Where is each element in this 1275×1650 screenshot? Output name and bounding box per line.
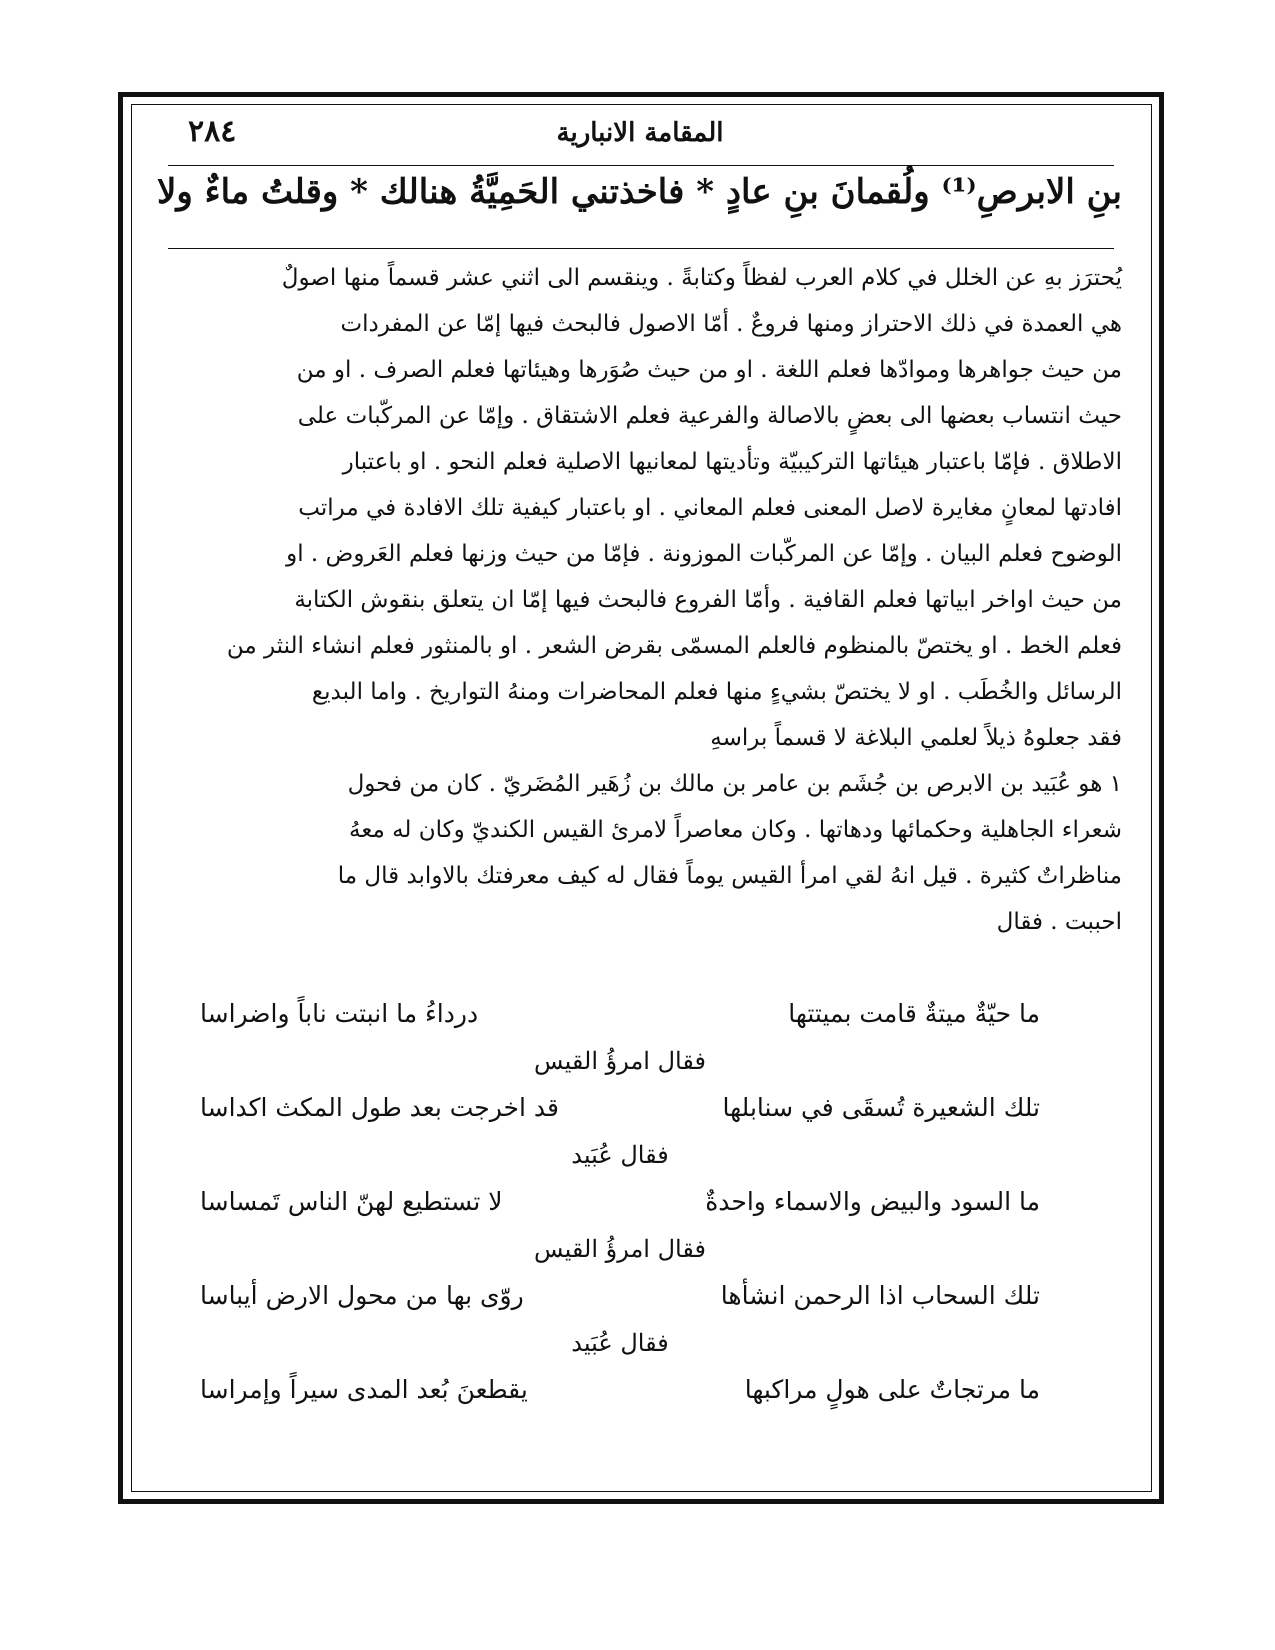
poem-couplet [200,1366,1040,1414]
paragraph-line: يُحترَز بهِ عن الخلل في كلام العرب لفظاً وكتابةً . وينقسم الى اثني عشر قسماً منها اصولٌ [281,265,1122,291]
poem-couplet [200,990,1040,1038]
paragraph-line: من حيث جواهرها وموادّها فعلم اللغة . او من حيث صُوَرها وهيئاتها فعلم الصرف . او من [296,357,1122,383]
page-number: ٢٨٤ [188,114,237,149]
first-hemistich: تلك الشعيرة تُسقَى في سنابلها [722,1093,1040,1122]
first-hemistich: تلك السحاب اذا الرحمن انشأها [720,1281,1040,1310]
main-verse-line: بنِ الابرصِ⁽¹⁾ ولُقمانَ بنِ عادٍ * فاخذتني الحَمِيَّةُ هنالك * وقلتُ ماءٌ ولا [156,172,1122,212]
paragraph-line: الوضوح فعلم البيان . وإمّا عن المركّبات الموزونة . فإمّا من حيث وزنها فعلم العَروض . او [286,541,1122,567]
paragraph-line: الرسائل والخُطَب . او لا يختصّ بشيءٍ منها فعلم المحاضرات ومنهُ التواريخ . واما البديع [311,679,1122,705]
speaker-line: فقال عُبَيد [571,1141,669,1169]
first-hemistich: ما مرتجاتٌ على هولٍ مراكبها [744,1375,1040,1404]
footnote-line: احببت . فقال [996,909,1122,935]
second-hemistich: لا تستطيع لهنّ الناس تَمساسا [200,1187,503,1216]
poem-couplet [200,1084,1040,1132]
second-hemistich: يقطعنَ بُعد المدى سيراً وإمراسا [200,1375,528,1404]
speaker-line: فقال امرؤُ القيس [534,1235,706,1263]
footnote-line: ١ هو عُبَيد بن الابرص بن جُشَم بن عامر بن مالك بن زُهَير المُضَريّ . كان من فحول [347,771,1122,797]
second-hemistich: روّى بها من محول الارض أيباسا [200,1281,524,1310]
commentary-text [160,255,1122,945]
paragraph-line: من حيث اواخر ابياتها فعلم القافية . وأمّا الفروع فالبحث فيها إمّا ان يتعلق بنقوش الكتابة [294,587,1122,613]
paragraph-line: فعلم الخط . او يختصّ بالمنظوم فالعلم المسمّى بقرض الشعر . او بالمنثور فعلم انشاء النثر من [226,633,1122,659]
poem-couplet [200,1178,1040,1226]
page-header [160,110,1120,162]
paragraph-line: الاطلاق . فإمّا باعتبار هيئاتها التركيبيّة وتأديتها لمعانيها الاصلية فعلم النحو . او باعتبار [342,449,1122,475]
speaker-line: فقال امرؤُ القيس [534,1047,706,1075]
paragraph-line: هي العمدة في ذلك الاحتراز ومنها فروعٌ . أمّا الاصول فالبحث فيها إمّا عن المفردات [340,311,1122,337]
paragraph-line: افادتها لمعانٍ مغايرة لاصل المعنى فعلم المعاني . او باعتبار كيفية تلك الافادة في مراتب [298,495,1122,521]
header-rule [168,165,1114,166]
paragraph-line: فقد جعلوهُ ذيلاً لعلمي البلاغة لا قسماً براسهِ [710,725,1122,751]
second-hemistich: درداءُ ما انبتت ناباً واضراسا [200,999,479,1028]
footnote-line: مناظراتٌ كثيرة . قيل انهُ لقي امرأ القيس يوماً فقال له كيف معرفتك بالاوابد قال ما [337,863,1122,889]
verse-rule [168,248,1114,249]
paragraph-line: حيث انتساب بعضها الى بعضٍ بالاصالة والفرعية فعلم الاشتقاق . وإمّا عن المركّبات على [297,403,1122,429]
poem [200,990,1040,1414]
footnote-line: شعراء الجاهلية وحكمائها ودهاتها . وكان معاصراً لامرئ القيس الكنديّ وكان له معهُ [349,817,1122,843]
running-title: المقامة الانبارية [556,118,724,148]
second-hemistich: قد اخرجت بعد طول المكث اكداسا [200,1093,559,1122]
first-hemistich: ما السود والبيض والاسماء واحدةٌ [705,1187,1040,1216]
speaker-line: فقال عُبَيد [571,1329,669,1357]
poem-couplet [200,1272,1040,1320]
first-hemistich: ما حيّةٌ ميتةٌ قامت بميتتها [788,999,1040,1028]
